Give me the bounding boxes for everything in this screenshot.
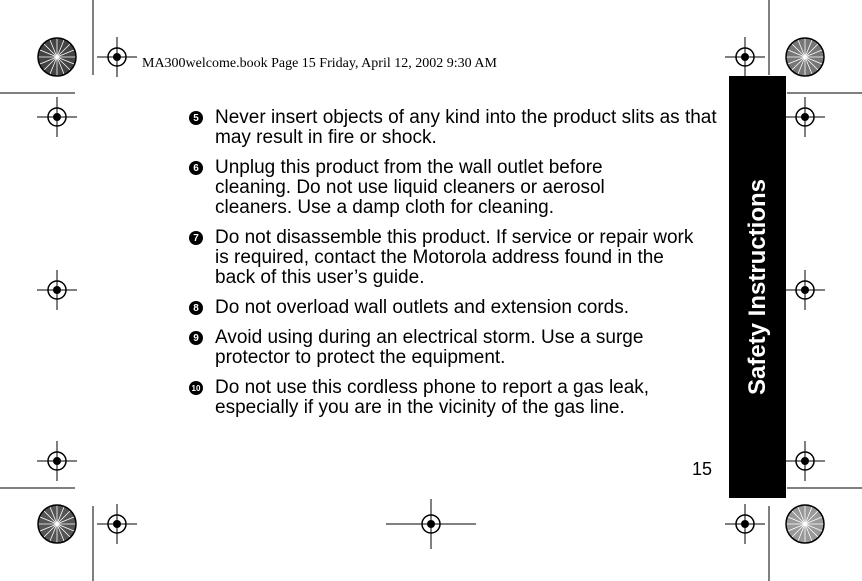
list-item — [189, 378, 719, 418]
section-tab — [729, 76, 786, 498]
list-item — [189, 108, 719, 148]
section-tab-label: Safety Instructions — [743, 178, 771, 396]
item-text: Unplug this product from the wall outlet before cleaning. Do not use liquid cleaners or aerosol cleaners. Use a damp cloth for cleaning. — [215, 157, 605, 218]
item-number: 9 — [189, 331, 203, 345]
list-item — [189, 328, 719, 368]
file-info-header: MA300welcome.book Page 15 Friday, April 12, 2002 9:30 AM — [142, 56, 497, 71]
list-item — [189, 158, 719, 218]
item-text: Never insert objects of any kind into the product slits as that may result in fire or shock. — [215, 107, 717, 148]
list-item — [189, 298, 719, 318]
item-number: 5 — [189, 111, 203, 125]
item-text: Do not disassemble this product. If service or repair work is required, contact the Motorola address found in the back of this user’s guide. — [215, 227, 694, 288]
item-text: Avoid using during an electrical storm. Use a surge protector to protect the equipment. — [215, 327, 644, 368]
item-number: 7 — [189, 231, 203, 245]
item-text: Do not use this cordless phone to report a gas leak, especially if you are in the vicinity of the gas line. — [215, 377, 650, 418]
page-number: 15 — [692, 459, 713, 479]
item-text: Do not overload wall outlets and extension cords. — [215, 297, 630, 318]
item-number: 6 — [189, 161, 203, 175]
safety-list — [189, 108, 719, 428]
item-number: 8 — [189, 301, 203, 315]
item-number: 10 — [189, 381, 203, 395]
list-item — [189, 228, 719, 288]
